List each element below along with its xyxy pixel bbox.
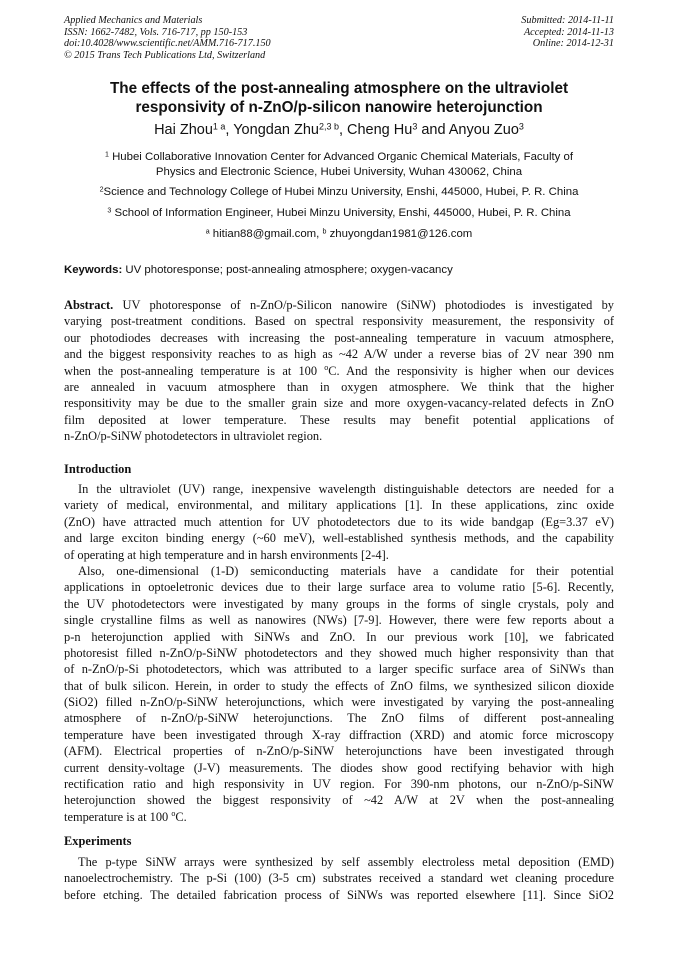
paragraph-line: current density-voltage (J-V) measurements. The diodes show good rectifying behavior with high	[64, 760, 614, 775]
journal-header	[64, 15, 271, 61]
author-name: Anyou Zuo	[448, 122, 519, 138]
author-separator: ,	[338, 122, 348, 138]
abstract-line: and the biggest responsivity reaches to as high as ~42 A/W under a reverse bias of 2V near 390 nm	[64, 347, 614, 362]
paragraph-line: (SiO2) filled n-ZnO/p-SiNW heterojunctions, which were investigated by varying the post-annealing	[64, 695, 614, 710]
journal-name: Applied Mechanics and Materials	[64, 15, 203, 26]
keywords	[64, 263, 614, 277]
email-marker: b	[322, 228, 327, 236]
paragraph-line: that of bulk silicon. Herein, in order to study the effects of ZnO films, we synthesized silicon dioxide	[64, 678, 614, 693]
paragraph-line: atmosphere of n-ZnO/p-SiNW heterojunctions. The ZnO films of different post-annealing	[64, 711, 614, 726]
paragraph-line: The p-type SiNW arrays were synthesized by self assembly electroless metal deposition (EMD)	[78, 855, 614, 869]
author-affil-marker: 3	[518, 121, 524, 132]
affil-text: Science and Technology College of Hubei Minzu University, Enshi, 445000, Hubei, P. R. China	[103, 186, 579, 198]
paragraph-line: In the ultraviolet (UV) range, inexpensive wavelength distinguishable detectors are needed for a	[78, 482, 614, 496]
affil-marker: 3	[107, 207, 112, 215]
experiments-body	[64, 854, 614, 903]
abstract-line: when the post-annealing temperature is at 100 $^o$C. And the responsivity is higher when our devices	[64, 362, 614, 378]
paragraph-line: of n-ZnO/p-Si photodetectors, which was attributed to a larger specific surface area of SiNWs than	[64, 662, 614, 677]
email-link[interactable]: hitian88@gmail.com	[212, 228, 317, 240]
paragraph-line: temperature have been investigated through X-ray diffraction (XRD) and atomic force microscopy	[64, 727, 614, 742]
section-heading-introduction: Introduction	[64, 462, 132, 476]
affiliation-3	[40, 206, 638, 221]
author-name: Cheng Hu	[347, 122, 413, 138]
paragraph-line: before etching. The detailed fabrication process of SiNWs was reported elsewhere [11]. Since SiO2	[64, 887, 614, 902]
abstract-line: responsitivity may be due to the smaller grain size and more oxygen-vacancy-related defects in ZnO	[64, 396, 614, 411]
abstract	[64, 297, 614, 445]
paragraph-line: nanoelectrochemistry. The p-Si (100) (3-5 cm) substrates received a standard wet cleaning procedure	[64, 871, 614, 886]
affiliation-1	[40, 150, 638, 179]
affil-text: Hubei Collaborative Innovation Center for Advanced Organic Chemical Materials, Faculty of	[112, 151, 573, 163]
paragraph-line: the UV photodetectors were investigated by many groups in the forms of single crystals, poly and	[64, 596, 614, 611]
abstract-label: Abstract.	[64, 298, 114, 312]
abstract-line: film deposited at lower temperature. These results may benefit potential applications of	[64, 412, 614, 427]
affil-text: Physics and Electronic Science, Hubei University, Wuhan 430062, China	[155, 165, 523, 178]
author-affil-marker: 3	[412, 121, 418, 132]
online-date: Online: 2014-12-31	[532, 38, 614, 50]
submitted-date: Submitted: 2014-11-11	[521, 15, 614, 26]
email-link[interactable]: zhuyongdan1981@126.com	[329, 228, 473, 240]
affil-marker: 1	[104, 151, 109, 159]
paragraph-line: rectification ratio and high responsivity in UV region. For 390-nm photons, our n-ZnO/p-SiNW	[64, 777, 614, 792]
paper-title	[40, 80, 638, 117]
keywords-label: Keywords:	[64, 264, 123, 276]
author-affil-marker: 2,3 b	[318, 121, 339, 132]
paragraph-line: (AFM). Electrical properties of n-ZnO/p-SiNW heterojunctions have been investigated through	[64, 744, 614, 759]
abstract-line: varying post-treatment conditions. Based on spectral responsivity measurement, the responsivity of	[64, 314, 614, 329]
author-affil-marker: 1 a	[212, 121, 226, 132]
dates-header	[521, 15, 614, 50]
accepted-date: Accepted: 2014-11-13	[523, 26, 614, 38]
author-separator: ,	[225, 122, 234, 138]
author-separator: and	[417, 122, 449, 138]
paragraph-line: temperature is at 100 $^o$C.	[64, 808, 187, 824]
paragraph-line: Also, one-dimensional (1-D) semiconducting materials have a candidate for their potential	[78, 563, 614, 578]
paragraph-line: single crystalline films as well as nanowires (NWs) [7-9]. However, there were few reports about a	[64, 613, 614, 628]
author-list	[40, 122, 638, 139]
email-separator: ,	[316, 228, 323, 240]
affil-text: School of Information Engineer, Hubei Minzu University, Enshi, 445000, Hubei, P. R. China	[114, 207, 571, 219]
paragraph-line: of operating at high temperature and in harsh environments [2-4].	[64, 547, 389, 562]
title-line: responsivity of n-ZnO/p-silicon nanowire heterojunction	[135, 98, 543, 116]
author-name: Yongdan Zhu	[233, 122, 319, 138]
abstract-line: our photodiodes decreases with increasing the post-annealing temperature in vacuum atmosphere,	[64, 330, 614, 345]
journal-issn: ISSN: 1662-7482, Vols. 716-717, pp 150-153	[64, 26, 248, 38]
keywords-text: UV photoresponse; post-annealing atmosphere; oxygen-vacancy	[125, 264, 453, 276]
paragraph-line: variety of medical, environmental, and military applications [1]. In these applications, zinc oxide	[64, 498, 614, 513]
section-heading-experiments: Experiments	[64, 834, 132, 848]
email-marker: a	[205, 228, 210, 236]
title-line: The effects of the post-annealing atmosphere on the ultraviolet	[109, 80, 569, 97]
affiliation-2	[40, 185, 638, 200]
journal-doi: doi:10.4028/www.scientific.net/AMM.716-717.150	[64, 38, 271, 50]
introduction-body	[64, 481, 614, 825]
author-emails	[40, 227, 638, 241]
affil-marker: 2	[99, 186, 104, 194]
paragraph-line: (ZnO) have attracted much attention for UV photodetectors due to its wide bandgap (Eg=3.37 eV)	[64, 514, 614, 529]
paragraph-line: heterojunction showed the biggest responsivity of ~42 A/W at 2V when the post-annealing	[64, 793, 614, 808]
author-name: Hai Zhou	[154, 122, 213, 138]
paragraph-line: applications in optoeletronic devices due to their large surface area to volume ratio [5-6]. Recently,	[64, 580, 614, 595]
paragraph-line: and large exciton binding energy (~60 meV), well-established synthesis methods, and the capability	[64, 531, 614, 546]
abstract-line: are annealed in vacuum atmosphere than in oxygen atmosphere. We think that the higher	[64, 379, 614, 394]
paragraph-line: photoresist filled n-ZnO/p-SiNW photodetectors and they showed much higher responsivity than that	[64, 645, 614, 660]
abstract-line: n-ZnO/p-SiNW photodetectors in ultraviolet region.	[64, 429, 323, 444]
abstract-line: UV photoresponse of n-ZnO/p-Silicon nanowire (SiNW) photodiodes is investigated by	[122, 298, 614, 312]
paragraph-line: p-n heterojunction applied with SiNWs and ZnO. In our previous work [10], we fabricated	[64, 629, 614, 644]
journal-copyright: © 2015 Trans Tech Publications Ltd, Switzerland	[64, 49, 266, 61]
